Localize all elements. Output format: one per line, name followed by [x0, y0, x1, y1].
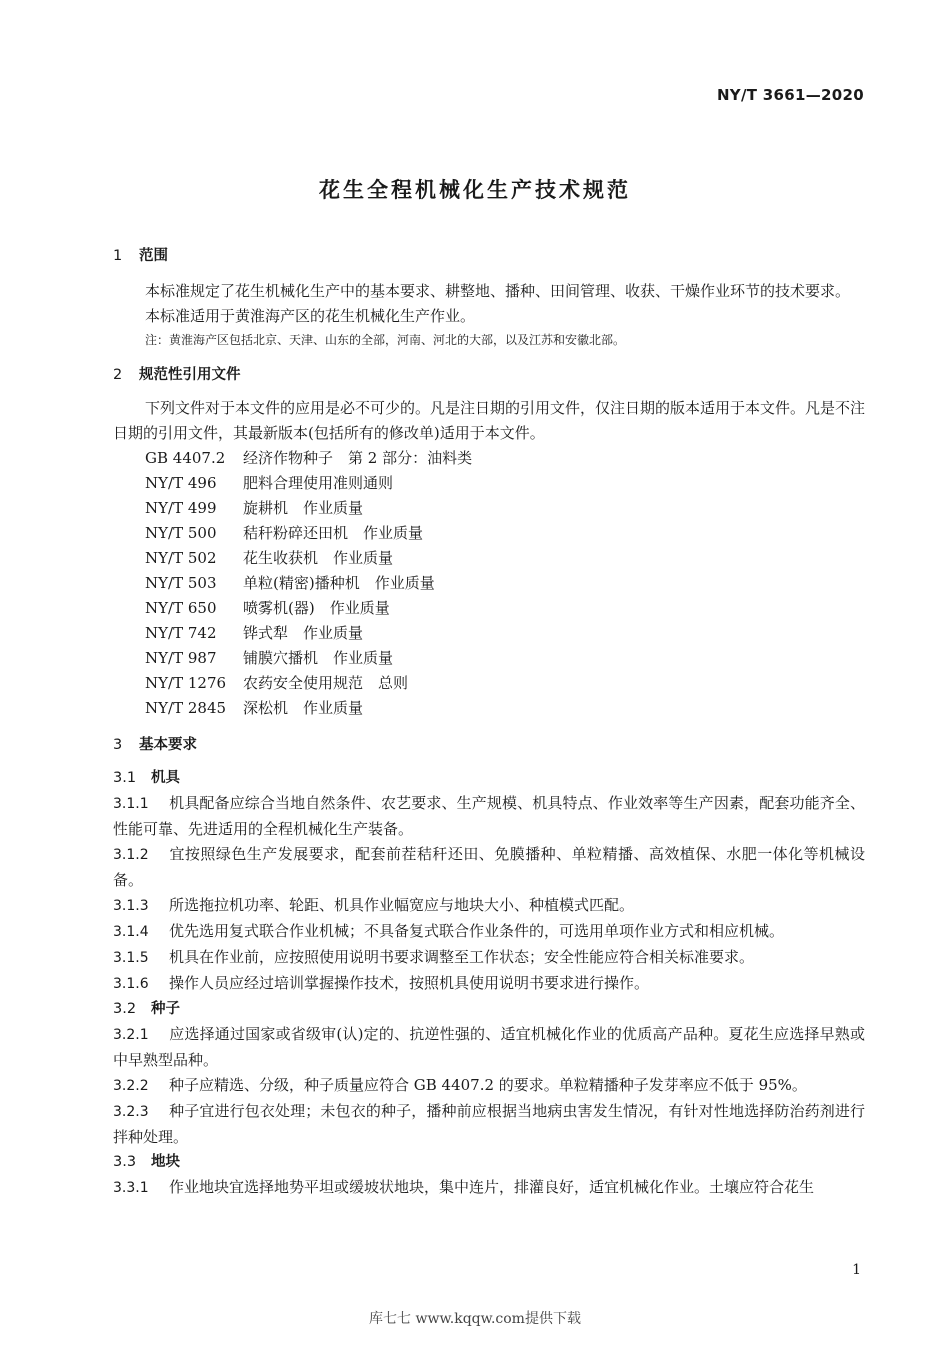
reference-code: NY/T 500 — [145, 524, 217, 542]
reference-name: 铧式犁 作业质量 — [243, 624, 364, 642]
reference-item — [145, 671, 865, 696]
document-title: 花生全程机械化生产技术规范 — [319, 178, 631, 202]
clause-text: 机具在作业前，应按照使用说明书要求调整至工作状态；安全性能应符合相关标准要求。 — [169, 948, 755, 966]
paragraph: 下列文件对于本文件的应用是必不可少的。凡是注日期的引用文件，仅注日期的版本适用于本文件。凡是不注日期的引用文件，其最新版本(包括所有的修改单)适用于本文件。 — [113, 399, 866, 442]
subsection-heading — [113, 1150, 865, 1175]
reference-item — [145, 596, 865, 621]
subsection-number: 3.3 — [113, 1154, 137, 1170]
clause-number: 3.1.5 — [113, 950, 149, 966]
reference-item — [145, 696, 865, 721]
reference-code: NY/T 502 — [145, 549, 217, 567]
subsection-heading — [113, 766, 865, 791]
reference-item — [145, 571, 865, 596]
document-body — [113, 244, 865, 1201]
clause — [113, 971, 865, 997]
reference-item — [145, 521, 865, 546]
reference-code: NY/T 496 — [145, 474, 217, 492]
reference-code: NY/T 2845 — [145, 699, 227, 717]
reference-name: 旋耕机 作业质量 — [243, 499, 364, 517]
reference-item — [145, 646, 865, 671]
reference-name: 农药安全使用规范 总则 — [243, 674, 409, 692]
section-title: 规范性引用文件 — [139, 367, 241, 383]
clause-number: 3.1.2 — [113, 847, 149, 863]
clause-number: 3.1.4 — [113, 924, 149, 940]
section-2-heading — [113, 363, 865, 388]
clause-number: 3.2.1 — [113, 1027, 149, 1043]
clause-text: 优先选用复式联合作业机械；不具备复式联合作业条件的，可选用单项作业方式和相应机械。 — [169, 922, 785, 940]
reference-code: NY/T 650 — [145, 599, 217, 617]
subsection-title: 机具 — [151, 770, 180, 786]
reference-item — [145, 621, 865, 646]
clause-number: 3.2.2 — [113, 1078, 149, 1094]
clause-text: 操作人员应经过培训掌握操作技术，按照机具使用说明书要求进行操作。 — [169, 974, 650, 992]
clause — [113, 945, 865, 971]
clause-number: 3.2.3 — [113, 1104, 149, 1120]
reference-code: NY/T 987 — [145, 649, 217, 667]
reference-name: 花生收获机 作业质量 — [243, 549, 394, 567]
clause — [113, 791, 865, 842]
paragraph: 本标准规定了花生机械化生产中的基本要求、耕整地、播种、田间管理、收获、干燥作业环节的技术要求。 — [145, 282, 851, 300]
subsection-heading — [113, 997, 865, 1022]
reference-item — [145, 446, 865, 471]
section-title: 范围 — [139, 248, 168, 264]
clause-number: 3.3.1 — [113, 1180, 149, 1196]
download-watermark: 库七七 www.kqqw.com提供下载 — [369, 1311, 581, 1327]
reference-code: NY/T 1276 — [145, 674, 227, 692]
reference-code: NY/T 499 — [145, 499, 217, 517]
page-number: 1 — [852, 1262, 861, 1278]
reference-name: 单粒(精密)播种机 作业质量 — [243, 574, 435, 592]
reference-name: 深松机 作业质量 — [243, 699, 364, 717]
section-3-heading — [113, 733, 865, 758]
clause-text: 应选择通过国家或省级审(认)定的、抗逆性强的、适宜机械化作业的优质高产品种。夏花生应选择早熟或中早熟型品种。 — [113, 1025, 865, 1069]
subsection-title: 地块 — [151, 1154, 180, 1170]
reference-item — [145, 496, 865, 521]
clause-text: 种子宜进行包衣处理；未包衣的种子，播种前应根据当地病虫害发生情况，有针对性地选择防治药剂进行拌种处理。 — [113, 1102, 865, 1146]
clause — [113, 1099, 865, 1150]
reference-name: 喷雾机(器) 作业质量 — [243, 599, 390, 617]
section-1-heading — [113, 244, 865, 269]
clause-number: 3.1.1 — [113, 796, 149, 812]
clause — [113, 893, 865, 919]
clause-text: 所选拖拉机功率、轮距、机具作业幅宽应与地块大小、种植模式匹配。 — [169, 896, 635, 914]
note: 注：黄淮海产区包括北京、天津、山东的全部，河南、河北的大部，以及江苏和安徽北部。 — [145, 333, 626, 347]
clause — [113, 1175, 865, 1201]
reference-name: 秸秆粉碎还田机 作业质量 — [243, 524, 424, 542]
clause-text: 作业地块宜选择地势平坦或缓坡状地块，集中连片，排灌良好，适宜机械化作业。土壤应符合花生 — [169, 1178, 815, 1196]
clause-number: 3.1.3 — [113, 898, 149, 914]
section-number: 3 — [113, 737, 123, 753]
reference-item — [145, 546, 865, 571]
clause — [113, 842, 865, 893]
reference-code: NY/T 742 — [145, 624, 217, 642]
reference-name: 肥料合理使用准则通则 — [243, 474, 394, 492]
paragraph: 本标准适用于黄淮海产区的花生机械化生产作业。 — [145, 307, 476, 325]
section-title: 基本要求 — [139, 737, 197, 753]
reference-name: 经济作物种子 第 2 部分：油料类 — [243, 449, 473, 467]
section-number: 2 — [113, 367, 123, 383]
standard-code: NY/T 3661—2020 — [716, 86, 864, 104]
reference-list — [113, 446, 865, 721]
reference-name: 铺膜穴播机 作业质量 — [243, 649, 394, 667]
clause-number: 3.1.6 — [113, 976, 149, 992]
clause — [113, 919, 865, 945]
reference-code: NY/T 503 — [145, 574, 217, 592]
clause — [113, 1022, 865, 1073]
clause-text: 种子应精选、分级，种子质量应符合 GB 4407.2 的要求。单粒精播种子发芽率应不低于 95%。 — [169, 1076, 807, 1094]
subsection-title: 种子 — [151, 1001, 180, 1017]
section-number: 1 — [113, 248, 123, 264]
subsection-number: 3.1 — [113, 770, 137, 786]
clause-text: 机具配备应综合当地自然条件、农艺要求、生产规模、机具特点、作业效率等生产因素，配套功能齐全、性能可靠、先进适用的全程机械化生产装备。 — [113, 794, 865, 838]
clause — [113, 1073, 865, 1099]
reference-item — [145, 471, 865, 496]
clause-text: 宜按照绿色生产发展要求，配套前茬秸秆还田、免膜播种、单粒精播、高效植保、水肥一体化等机械设备。 — [113, 845, 865, 889]
reference-code: GB 4407.2 — [145, 449, 226, 467]
subsection-number: 3.2 — [113, 1001, 137, 1017]
